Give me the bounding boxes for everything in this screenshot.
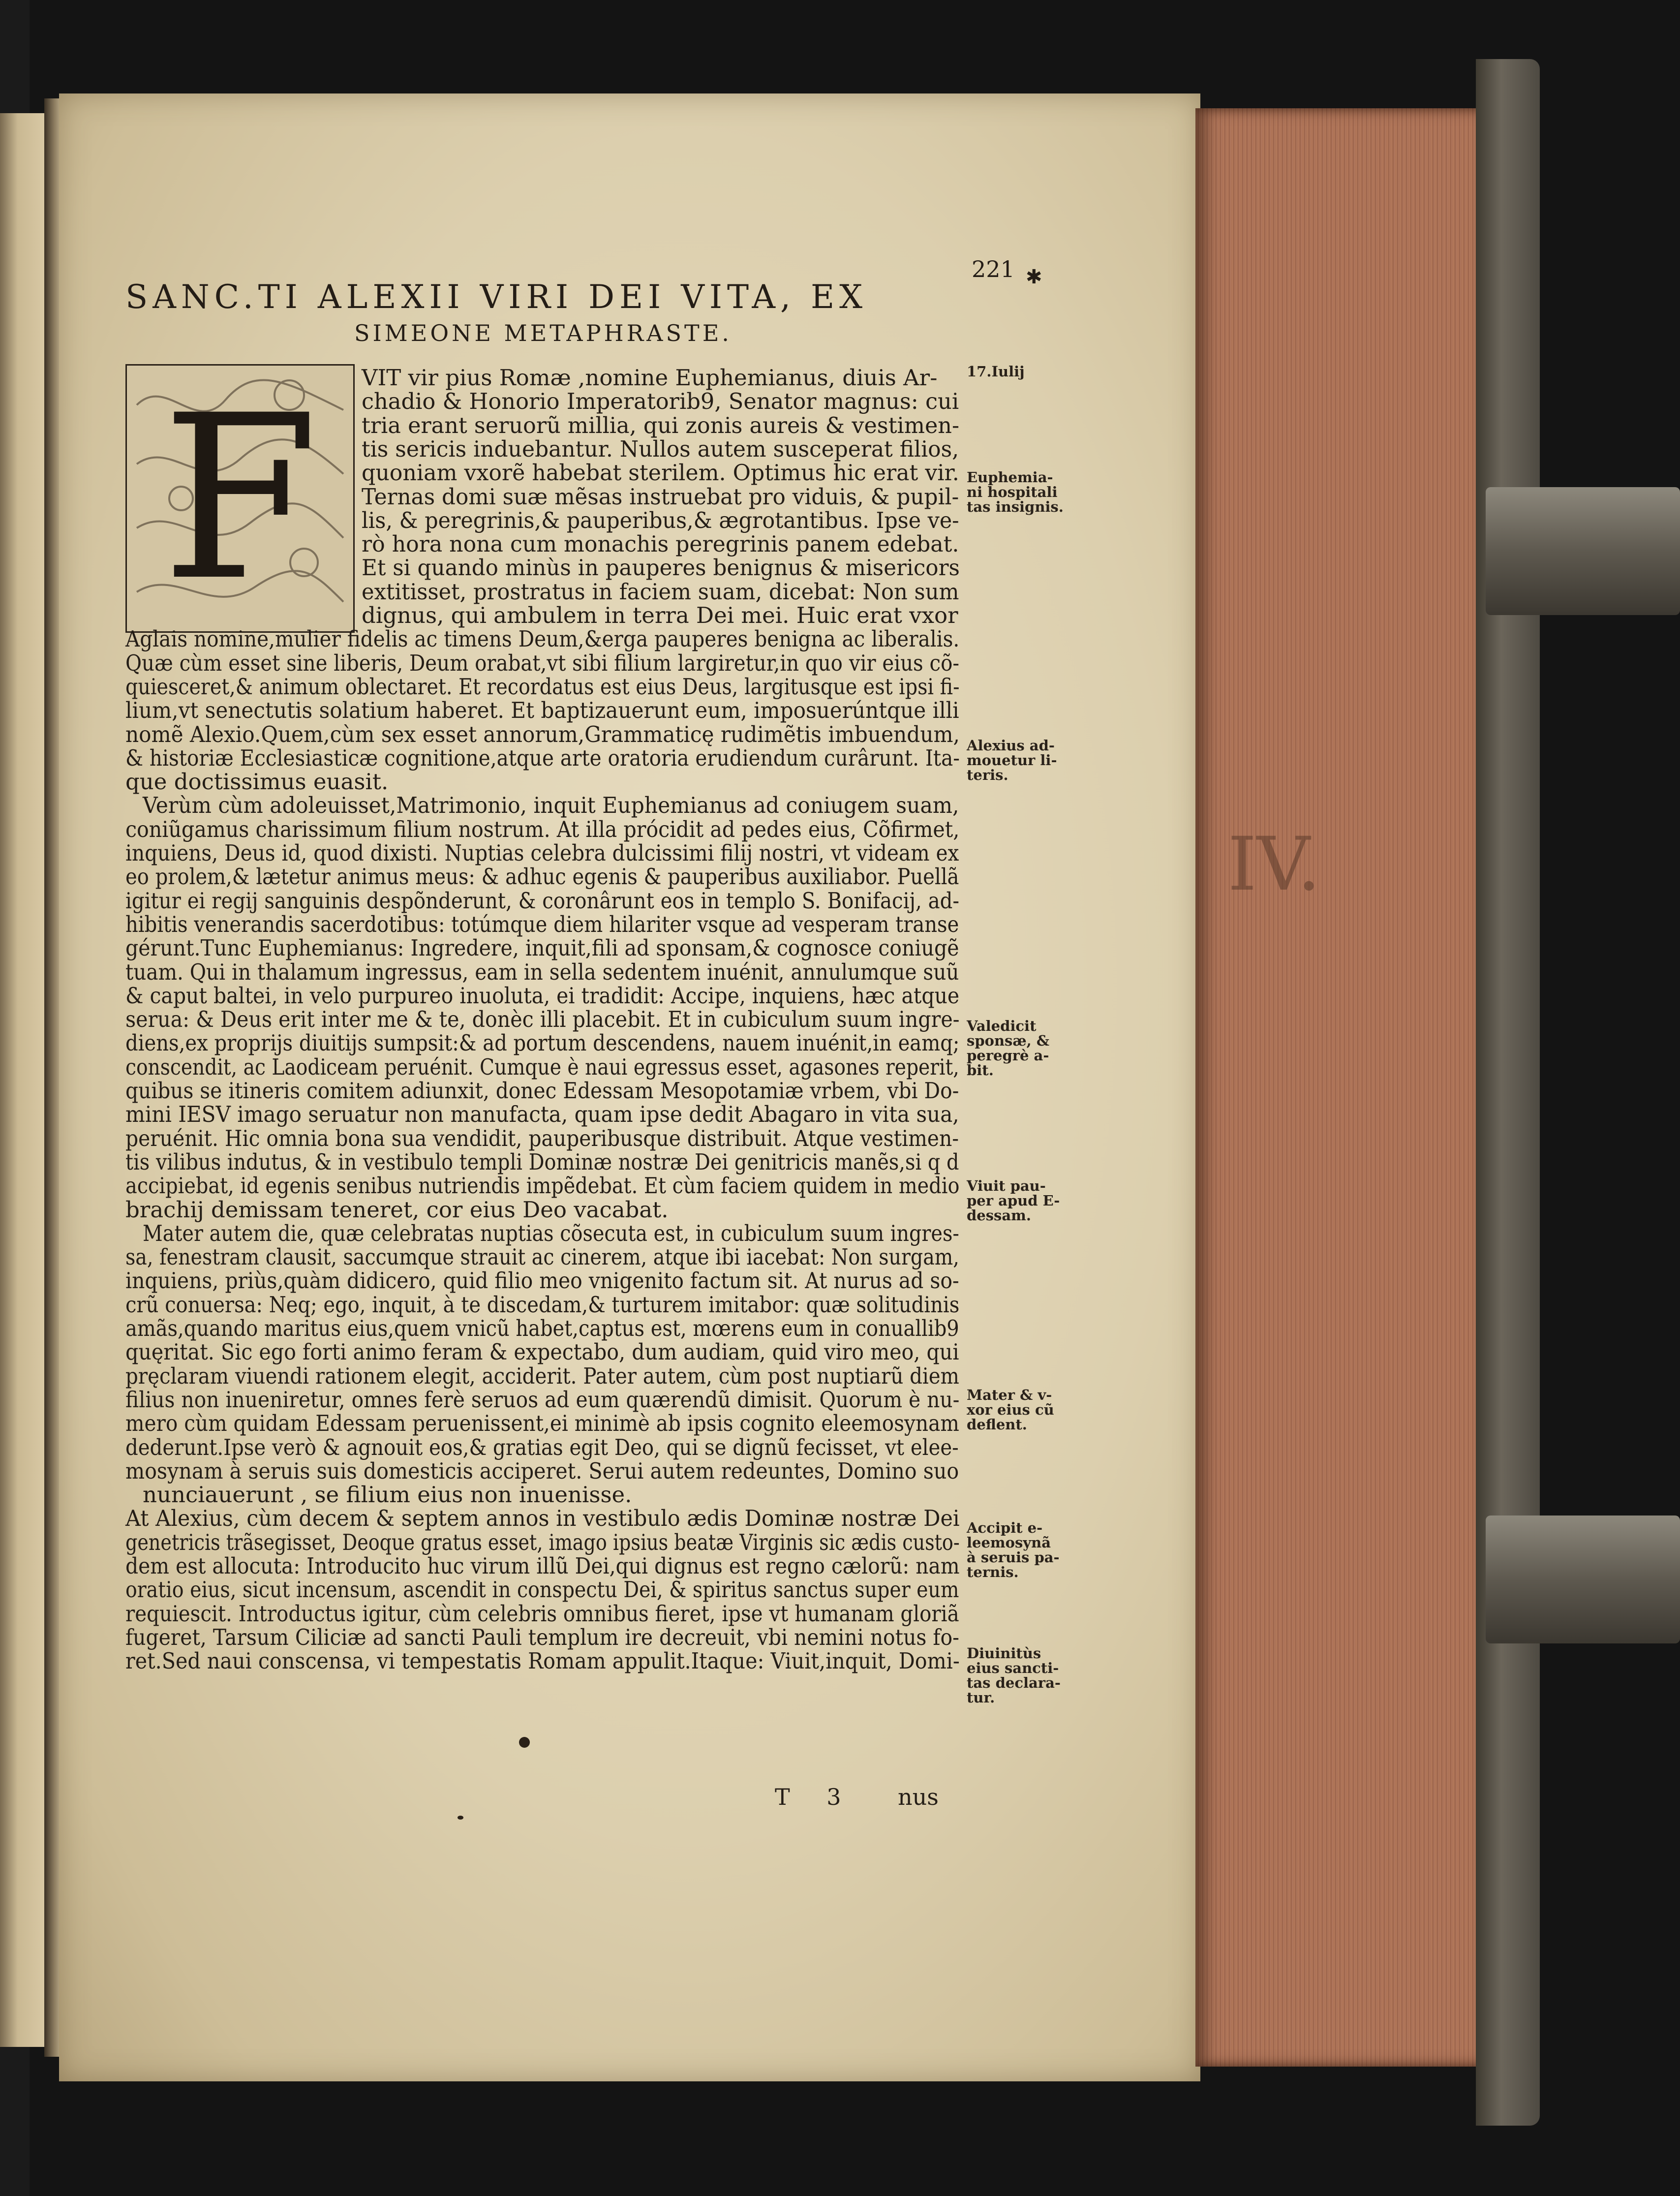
text-line: diens,ex proprijs diuitijs sumpsit:& ad portum descendens, nauem inuénit,in eamq; [125,1030,960,1056]
text-line: lis, & peregrinis,& pauperibus,& ægrotantibus. Ipse ve- [362,507,959,533]
initial-letter: F [161,367,319,630]
margin-note-line: Valedicit [967,1018,1037,1034]
text-line: Et si quando minùs in pauperes benignus & misericors [362,555,960,581]
text-line: serua: & Deus erit inter me & te, donèc illi placebit. Et in cubiculum suum ingre- [125,1006,960,1033]
text-line: amãs,quando maritus eius,quem vnicũ habet,captus est, mœrens eum in conuallib9 [125,1315,959,1341]
margin-note-line: tas declara- [967,1674,1061,1691]
text-line: conscendit, ac Laodiceam peruénit. Cumque è naui egressus esset, agasones reperit, [125,1053,959,1080]
text-line: hibitis venerandis sacerdotibus: totúmque diem hilariter vsque ad vesperam transe [125,911,959,937]
text-line: mini IESV imago seruatur non manufacta, quam ipse dedit Abagaro in vita sua, [125,1101,959,1128]
margin-note-line: teris. [967,767,1008,783]
margin-note-line: Alexius ad- [967,737,1055,754]
text-line: tis sericis induebantur. Nullos autem susceperat filios, [362,435,959,462]
text-line: tuam. Qui in thalamum ingressus, eam in sella sedentem inuénit, annulumque suũ [125,959,959,985]
title-line-2: SIMEONE METAPHRASTE. [354,320,732,346]
margin-note-line: dessam. [967,1207,1031,1224]
text-line: nomẽ Alexio.Quem,cùm sex esset annorum,Grammaticę rudimẽtis imbuendum, [125,721,960,747]
margin-note-line: ternis. [967,1564,1019,1580]
text-line: brachij demissam teneret, cor eius Deo vacabat. [125,1196,669,1223]
text-line: coniũgamus charissimum filium nostrum. At illa prócidit ad pedes eius, Cõfirmet, [125,816,960,842]
fore-edge-marking: IV. [1227,822,1321,907]
text-line: peruénit. Hic omnia bona sua vendidit, pauperibusque distribuit. Atque vestimen- [125,1125,959,1151]
text-line: mero cùm quidam Edessam peruenissent,ei minimè ab ipsis cognito eleemosynam [125,1410,959,1437]
text-line: dem est allocuta: Introducito huc virum illũ Dei,qui dignus est regno cælorũ: nam [125,1553,960,1579]
catchword: nus [898,1784,939,1810]
ink-blot [519,1737,530,1748]
text-line: quiesceret,& animum oblectaret. Et recordatus est eius Deus, largitusque est ipsi fi- [125,673,960,700]
text-line: accipiebat, id egenis senibus nutriendis impẽdebat. Et cùm faciem quidem in medio [125,1173,960,1199]
text-line: tria erant seruorũ millia, qui zonis aureis & vestimen- [362,412,960,438]
text-line: & historiæ Ecclesiasticæ cognitione,atque arte oratoria erudiendum curârunt. Ita- [125,744,960,771]
text-line: gérunt.Tunc Euphemianus: Ingredere, inquit,fili ad sponsam,& cognosce coniugẽ [125,935,959,961]
text-line: Mater autem die, quæ celebratas nuptias cõsecuta est, in cubiculum suum ingres- [143,1220,959,1246]
margin-note-line: Accipit e- [967,1519,1043,1536]
text-line: dederunt.Ipse verò & agnouit eos,& gratias egit Deo, qui se dignũ fecisset, vt elee- [125,1434,959,1460]
margin-note-line: Diuinitùs [967,1645,1041,1662]
margin-note-line: bit. [967,1062,994,1079]
text-line: igitur ei regij sanguinis despõnderunt, & coronârunt eos in templo S. Bonifacij, ad- [125,887,959,914]
margin-note-line: Mater & v- [967,1387,1052,1403]
text-line: eo prolem,& lætetur animus meus: & adhuc egenis & pauperibus auxiliabor. Puellã [125,864,959,890]
text-line: crũ conuersa: Neq; ego, inquit, à te discedam,& turturem imitabor: quæ solitudinis [125,1291,960,1318]
margin-note-line: tur. [967,1689,995,1706]
text-line: requiescit. Introductus igitur, cùm celebris omnibus fieret, ipse vt humanam gloriã [125,1600,959,1627]
text-line: & caput baltei, in velo purpureo inuoluta, ei tradidit: Accipe, inquiens, hæc atque [125,982,960,1009]
text-line: ret.Sed naui conscensa, vi tempestatis Romam appulit.Itaque: Viuit,inquit, Domi- [125,1648,960,1674]
text-line: chadio & Honorio Imperatorib9, Senator magnus: cui [362,388,959,415]
margin-note-line: sponsæ, & [967,1032,1050,1049]
margin-note-line: tas insignis. [967,498,1064,515]
text-line: genetricis trãsegisset, Deoque gratus esset, imago ipsius beatæ Virginis sic ædis custo- [125,1529,960,1555]
margin-note-line: 17.Iulij [967,363,1025,380]
text-line: lium,vt senectutis solatium haberet. Et baptizauerunt eum, imposuerúntque illi [125,697,959,724]
margin-note-line: deflent. [967,1416,1027,1433]
text-line: pręclaram viuendi rationem elegit, acciderit. Pater autem, cùm post nuptiarũ diem [125,1362,959,1389]
text-line: Verùm cùm adoleuisset,Matrimonio, inquit Euphemianus ad coniugem suam, [143,792,959,819]
text-line: Quæ cùm esset sine liberis, Deum orabat,vt sibi filium largiretur,in quo vir eius cõ- [125,650,959,676]
text-line: nunciauerunt , se filium eius non inuenisse. [143,1482,632,1508]
title-line-1: SANC.TI ALEXII VIRI DEI VITA, EX [125,278,868,316]
text-line: VIT vir pius Romæ ,nomine Euphemianus, diuis Ar- [362,365,938,391]
text-line: dignus, qui ambulem in terra Dei mei. Huic erat vxor [362,602,958,628]
margin-note-line: per apud E- [967,1192,1060,1209]
text-line: fugeret, Tarsum Ciliciæ ad sancti Pauli templum ire decreuit, vbi nemini notus fo- [125,1624,959,1650]
text-line: sa, fenestram clausit, saccumque strauit ac cinerem, atque ibi iacebat: Non surgam, [125,1244,959,1270]
text-line: oratio eius, sicut incensum, ascendit in conspectu Dei, & spiritus sanctus super eum [125,1577,959,1603]
margin-note-line: mouetur li- [967,752,1057,769]
margin-note-line: peregrè a- [967,1047,1049,1064]
text-line: rò hora nona cum monachis peregrinis panem edebat. [362,531,959,557]
signature-mark: T 3 [775,1784,856,1810]
text-line: filius non inueniretur, omnes ferè seruos ad eum quærendũ dimisit. Quorum è nu- [125,1386,960,1413]
ornament-mark: ✱ [1026,266,1042,288]
margin-note-line: xor eius cũ [967,1401,1054,1418]
text-line: tis vilibus indutus, & in vestibulo templi Dominæ nostræ Dei genitricis manẽs,si q d [125,1148,959,1175]
text-line: inquiens, Deus id, quod dixisti. Nuptias celebra dulcissimi filij nostri, vt videam ex [125,840,959,866]
margin-note-line: eius sancti- [967,1660,1059,1676]
text-line: Aglais nomine,mulier fidelis ac timens Deum,&erga pauperes benigna ac liberalis. [125,626,960,652]
text-line: At Alexius, cùm decem & septem annos in vestibulo ædis Dominæ nostræ Dei [125,1505,960,1532]
margin-note-line: Euphemia- [967,469,1053,486]
margin-note-line: ni hospitali [967,484,1058,500]
ink-mark [458,1816,463,1820]
text-line: extitisset, prostratus in faciem suam, dicebat: Non sum [362,578,959,605]
margin-note-line: Viuit pau- [967,1177,1046,1194]
text-line: mosynam à seruis suis domesticis acciperet. Serui autem redeuntes, Domino suo [125,1457,959,1484]
text-line: quibus se itineris comitem adiunxit, donec Edessam Mesopotamiæ vrbem, vbi Do- [125,1078,959,1104]
text-line: inquiens, priùs,quàm didicero, quid filio meo vnigenito factum sit. At nurus ad so- [125,1268,959,1294]
margin-note-line: à seruis pa- [967,1549,1060,1566]
text-line: que doctissimus euasit. [125,769,389,795]
margin-note-line: leemosynã [967,1534,1051,1551]
text-line: quoniam vxorẽ habebat sterilem. Optimus hic erat vir. [362,460,959,486]
page-number: 221 [972,256,1015,282]
decorated-initial [125,364,355,633]
text-line: Ternas domi suæ mẽsas instruebat pro viduis, & pupil- [362,483,959,510]
text-line: quęritat. Sic ego forti animo feram & expectabo, dum audiam, quid viro meo, qui [125,1339,959,1365]
